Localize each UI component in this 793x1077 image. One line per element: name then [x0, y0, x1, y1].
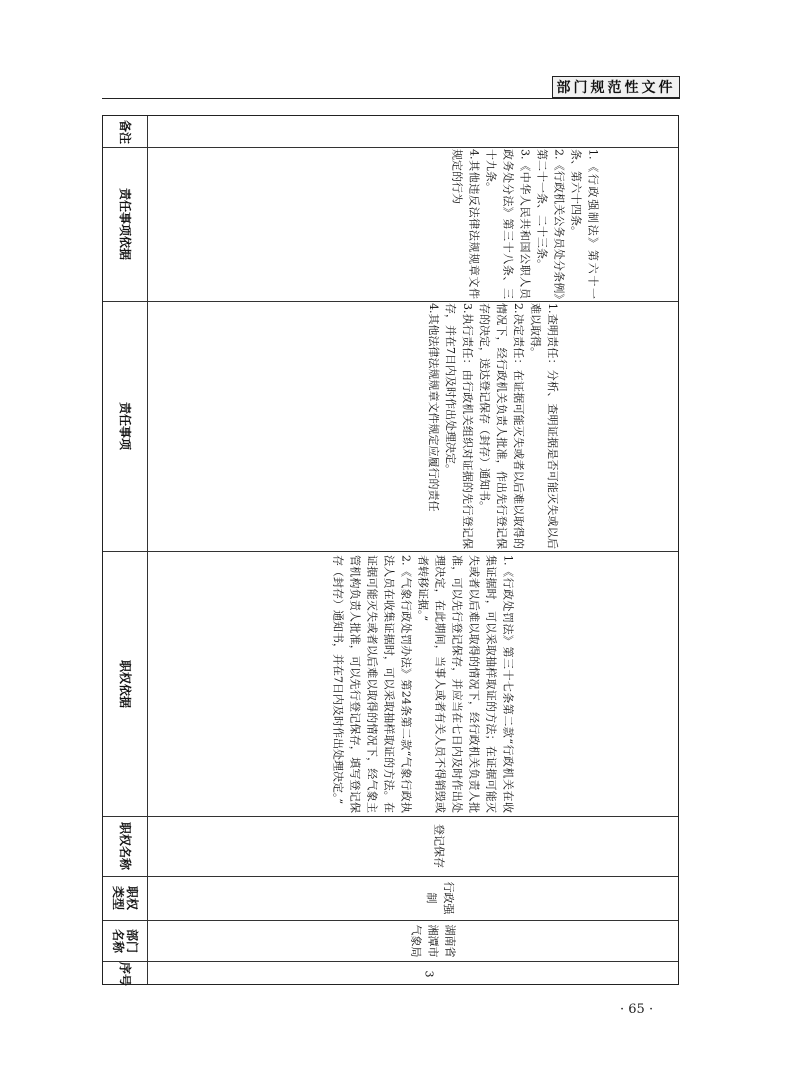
header-resp: 责任事项 [118, 401, 132, 450]
cell-resp-basis [147, 147, 678, 301]
header-basis: 职权依据 [118, 659, 132, 708]
authority-table [102, 115, 679, 985]
resp-basis-item: 3.《中华人民共和国公职人员政务处分法》第三十八条、三十九条。 [484, 149, 531, 299]
header-dept: 部门名称 [111, 928, 139, 953]
page-number: · 65 · [620, 1002, 654, 1017]
basis-item: 2.《气象行政处罚办法》第24条第二款“气象行政执法人员在收集证据时，可以采取抽样取证的方法。在证据可能灭失或者以后难以取得的情况下，经气象主管机构负责人批准，可以先行登记保存，填写登记保存（封存）通知书，并在7日内及时作出处理决定。” [331, 554, 412, 813]
resp-item: 1.查明责任：分析、查明证据是否可能灭失或以后难以取得。 [528, 303, 559, 549]
resp-item: 4.其他法律法规规章文件规定应履行的责任 [426, 303, 440, 512]
resp-basis-item: 1.《行政强制法》第六十一条、第六十四条。 [569, 149, 599, 299]
basis-item: 1.《行政处罚法》第三十七条第二款“行政机关在收集证据时，可以采取抽样取证的方法；在证据可能灭失或者以后难以取得的情况下，经行政机关负责人批准，可以先行登记保存，并应当在七日内及时作出处理决定，在此期间，当事人或者有关人员不得销毁或者转移证据。” [416, 554, 514, 813]
header-resp-basis: 责任事项依据 [118, 187, 132, 260]
resp-basis-item: 4.其他违反法律法规规章文件规定的行为 [450, 149, 480, 299]
table-row [147, 116, 678, 984]
resp-item: 3.执行责任：由行政机关组织对证据的先行登记保存，并在7日内及时作出处理决定。 [443, 303, 474, 549]
header-label: 部门规范性文件 [552, 76, 680, 98]
header-type: 职权类型 [111, 885, 139, 910]
cell-name: 登记保存 [432, 824, 445, 868]
cell-dept: 湖南省湘潭市气象局 [409, 924, 456, 957]
header-row [103, 116, 147, 984]
resp-item: 2.决定责任：在证据可能灭失或者以后难以取得的情况下，经行政机关负责人批准，作出先行登记保存的决定，送达登记保存（封存）通知书。 [477, 303, 525, 549]
resp-basis-item: 2.《行政机关公务员处分条例》第二十一条、二十三条。 [535, 149, 565, 299]
cell-seq: 3 [422, 970, 435, 977]
header-seq: 序号 [118, 961, 132, 986]
header-rule [102, 98, 680, 99]
cell-note [147, 116, 678, 147]
header-note: 备注 [118, 119, 132, 144]
cell-type: 行政强制 [424, 881, 455, 915]
cell-resp [147, 301, 678, 551]
header-name: 职权名称 [118, 821, 132, 870]
cell-basis [147, 551, 678, 816]
